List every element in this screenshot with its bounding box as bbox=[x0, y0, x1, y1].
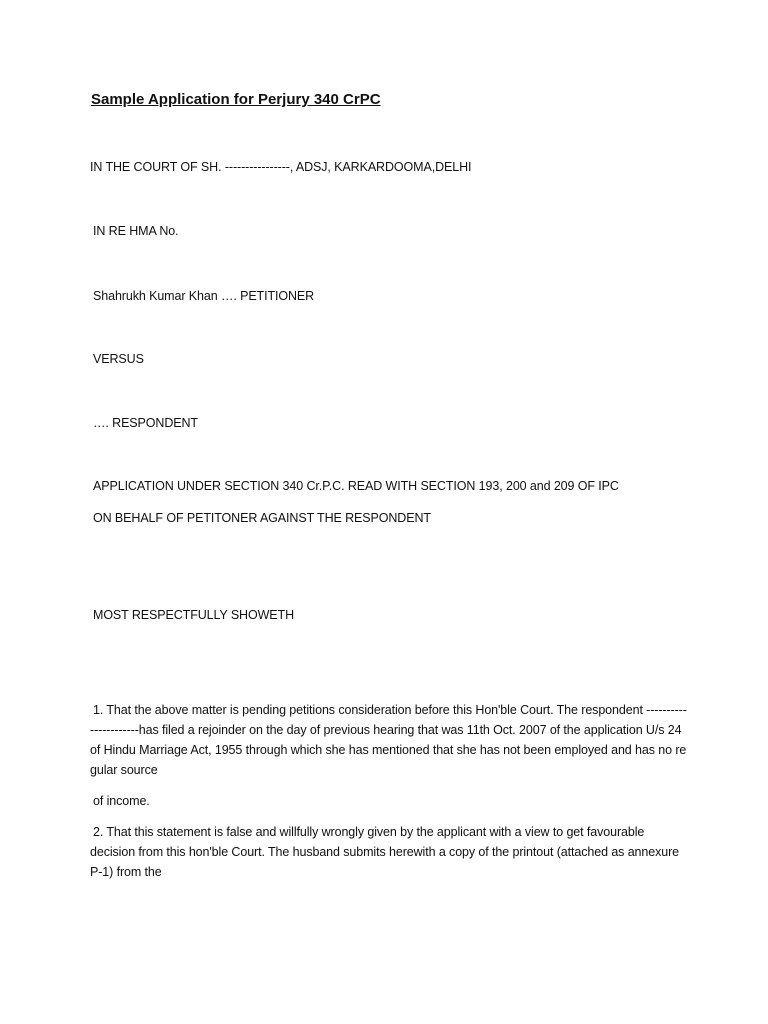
paragraph-1: 1. That the above matter is pending petitions consideration before this Hon'ble Court. The respondent ----------------------has filed a rejoinder on the day of previous hearing that was 11th Oct. 2007 of the application U/s 24 of Hindu Marriage Act, 1955 through which she has mentioned that she has not been employed and has no regular source bbox=[90, 703, 687, 777]
application-heading-line-2: ON BEHALF OF PETITONER AGAINST THE RESPONDENT bbox=[93, 511, 431, 525]
respondent-line: …. RESPONDENT bbox=[93, 416, 198, 430]
showeth-line: MOST RESPECTFULLY SHOWETH bbox=[93, 608, 295, 622]
paragraph-2: 2. That this statement is false and willfully wrongly given by the applicant with a view to get favourable decision from this hon'ble Court. The husband submits herewith a copy of the printout (attached as annexure P-1) from the bbox=[90, 825, 680, 879]
versus-line: VERSUS bbox=[93, 352, 144, 366]
court-line: IN THE COURT OF SH. ----------------, ADSJ, KARKARDOOMA,DELHI bbox=[90, 160, 472, 174]
application-heading-line-1: APPLICATION UNDER SECTION 340 Cr.P.C. READ WITH SECTION 193, 200 and 209 OF IPC bbox=[93, 479, 619, 493]
case-reference: IN RE HMA No. bbox=[93, 224, 179, 238]
paragraph-1-continuation: of income. bbox=[93, 794, 150, 808]
petitioner-line: Shahrukh Kumar Khan …. PETITIONER bbox=[93, 289, 315, 303]
document-title: Sample Application for Perjury 340 CrPC bbox=[91, 91, 381, 108]
